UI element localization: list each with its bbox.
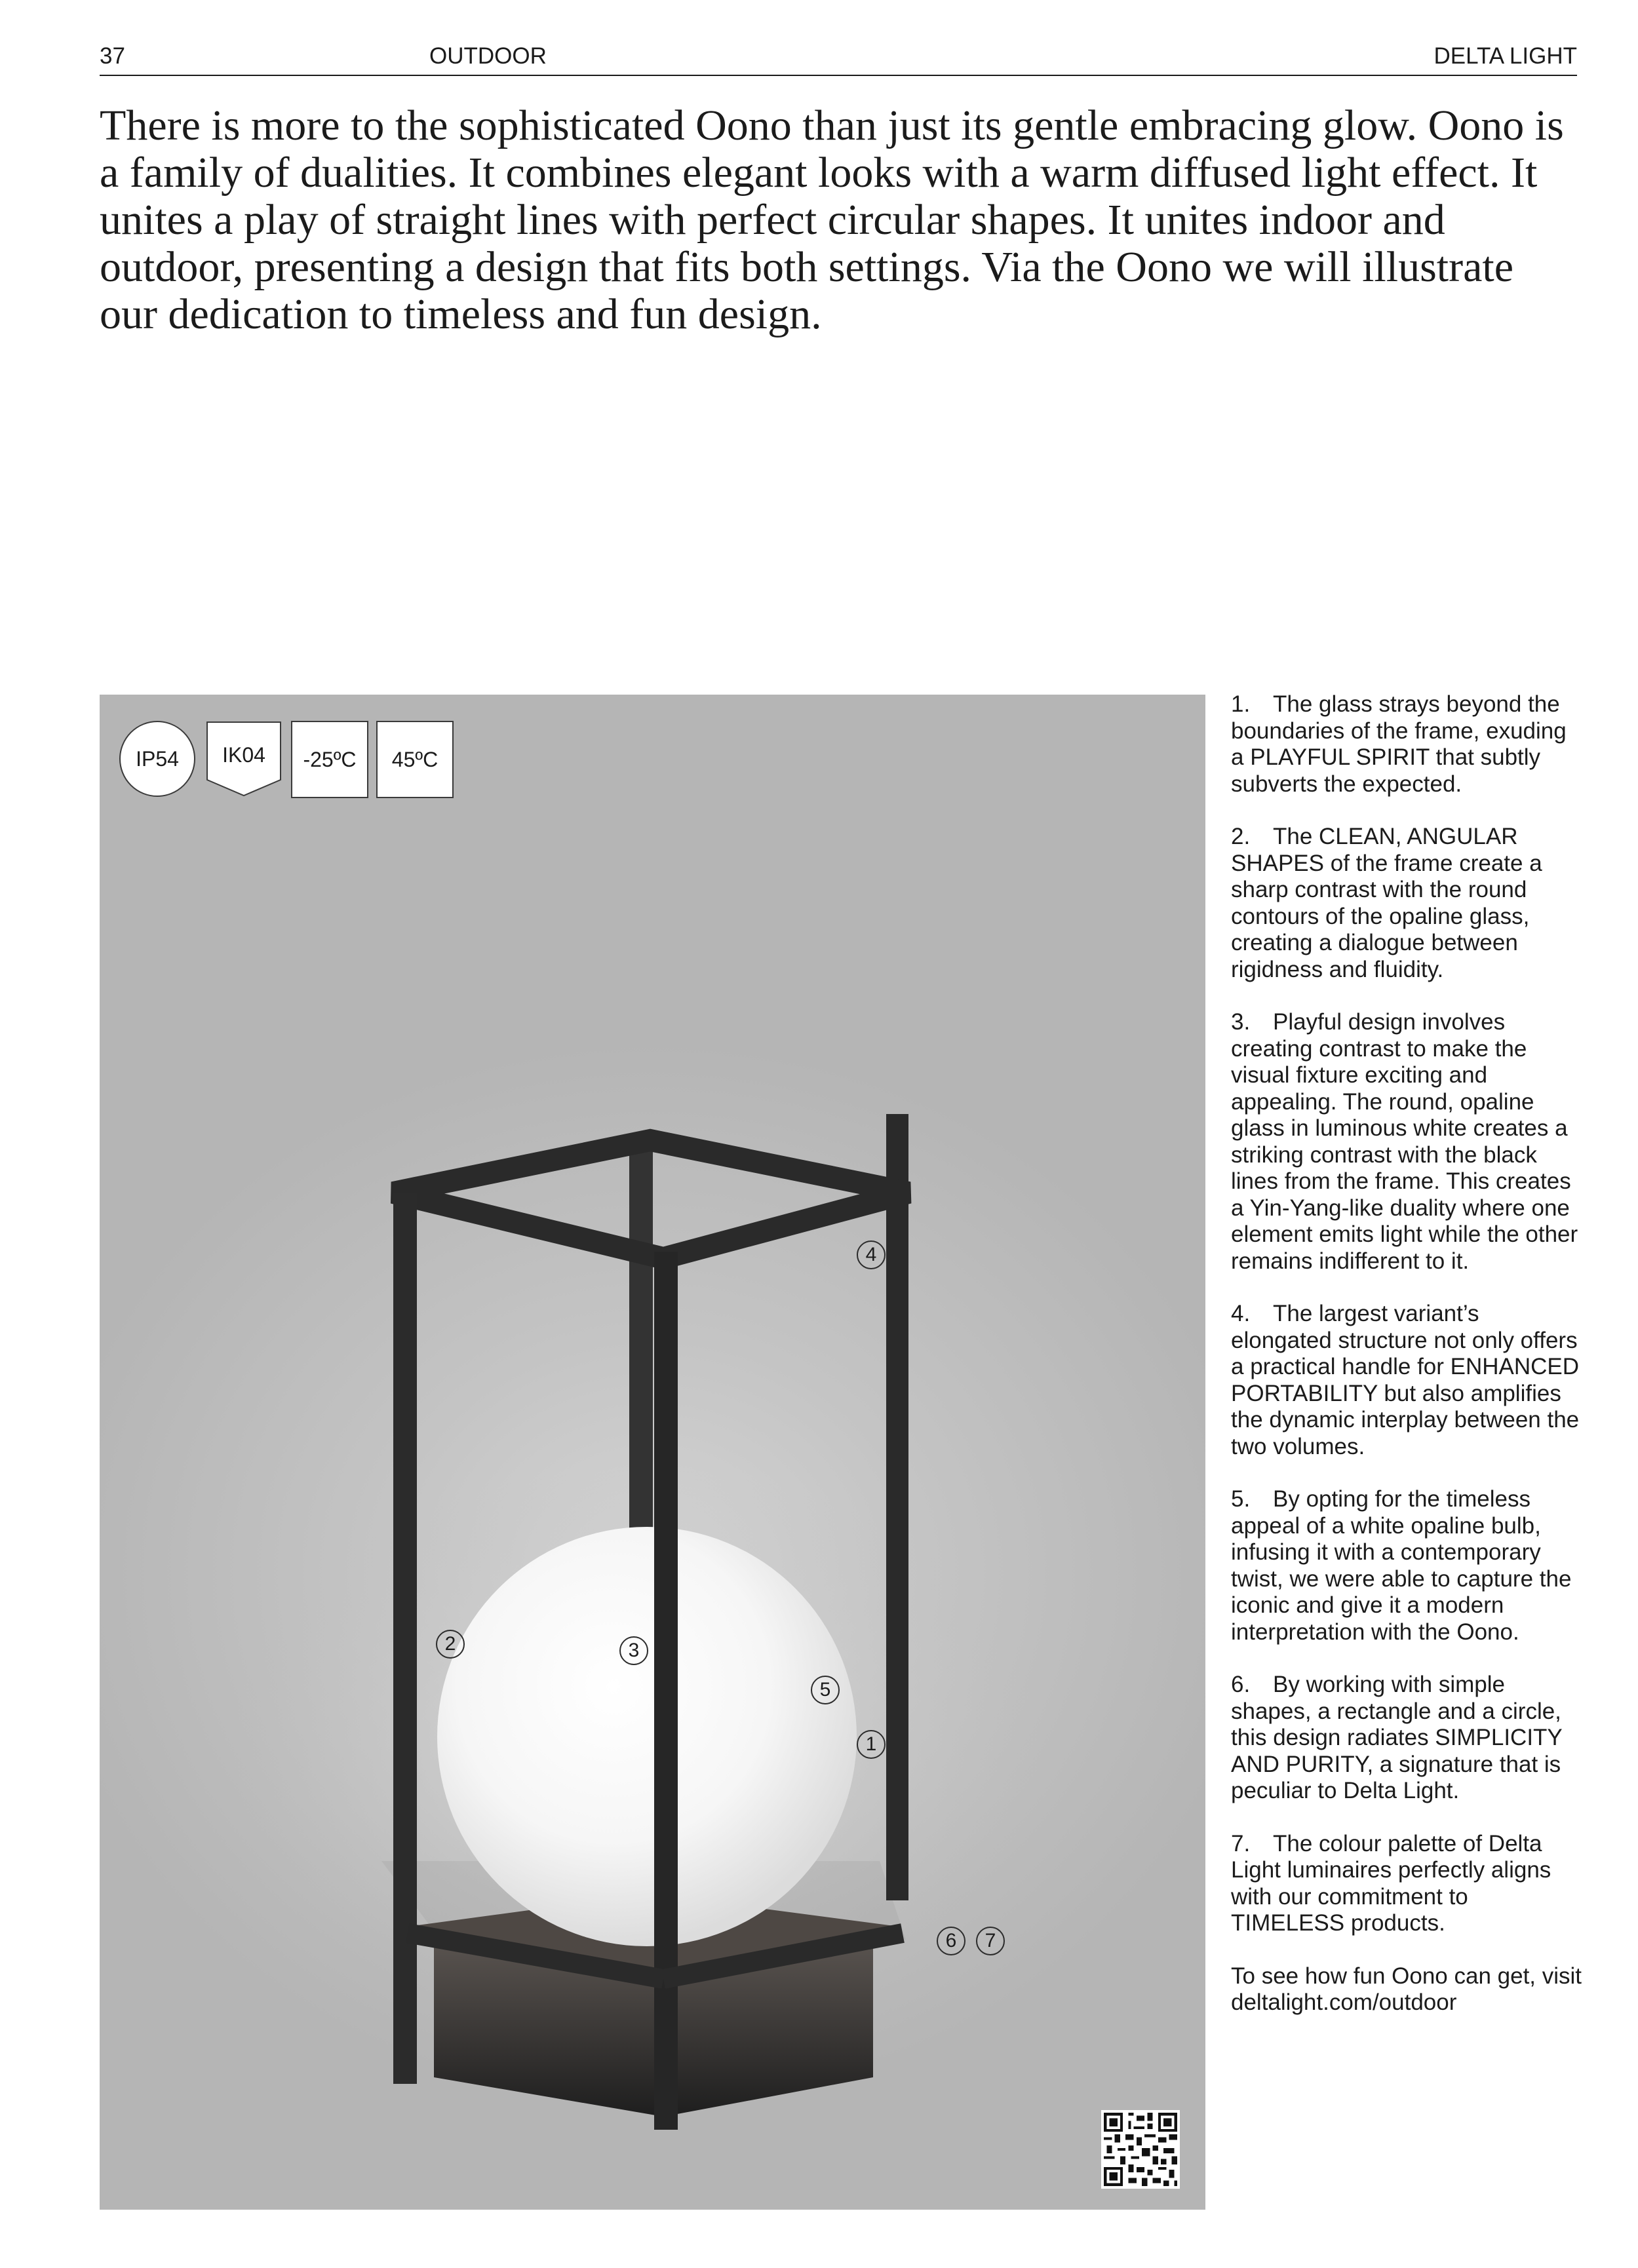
- max-temperature-label: 45ºC: [391, 747, 439, 771]
- note-text: Playful design involves creating contrast to make the visual fixture exciting and appealing. The round, opaline glass in luminous white creates a striking contrast with the black lines from the frame. This creates a Yin-Yang-like duality where one element emits light while the other remains indifferent to it.: [1231, 1009, 1578, 1274]
- note-number: 2.: [1231, 824, 1251, 849]
- opaline-globe: [437, 1527, 857, 1946]
- note-number: 7.: [1231, 1830, 1251, 1856]
- max-temperature-badge: [376, 721, 454, 798]
- marker-6: 6: [937, 1927, 965, 1955]
- ik-rating-badge: [206, 721, 282, 797]
- note-number: 6.: [1231, 1672, 1251, 1697]
- product-photo: [100, 695, 1205, 2210]
- marker-4: 4: [857, 1240, 886, 1269]
- note-number: 4.: [1231, 1301, 1251, 1326]
- note-item: [1231, 1831, 1585, 1937]
- frame-right-post: [886, 1114, 908, 1900]
- frame-left-post: [393, 1193, 417, 2084]
- note-text: The glass strays beyond the boundaries of the frame, exuding a PLAYFUL SPIRIT that subtly subverts the expected.: [1231, 691, 1567, 797]
- min-temperature-badge: [291, 721, 368, 798]
- note-number: 1.: [1231, 691, 1251, 717]
- note-item: [1231, 1486, 1585, 1645]
- note-text: By working with simple shapes, a rectangle and a circle, this design radiates SIMPLICITY AND PURITY, a signature that is peculiar to Delta Light.: [1231, 1672, 1563, 1803]
- brand-name: DELTA LIGHT: [1433, 43, 1577, 69]
- note-number: 3.: [1231, 1009, 1251, 1035]
- note-item: [1231, 1009, 1585, 1275]
- closing-link-text[interactable]: To see how fun Oono can get, visit deltalight.com/outdoor: [1231, 1963, 1582, 2015]
- marker-5: 5: [811, 1676, 840, 1704]
- frame-front-post: [654, 1252, 678, 2130]
- note-item: [1231, 1672, 1585, 1805]
- note-text: The colour palette of Delta Light luminaires perfectly aligns with our commitment to TIMELESS products.: [1231, 1830, 1551, 1936]
- page-number: 37: [100, 43, 125, 69]
- marker-1: 1: [857, 1730, 886, 1759]
- qr-code[interactable]: [1101, 2110, 1180, 2189]
- oono-lamp-illustration: [100, 695, 1205, 2210]
- section-title: OUTDOOR: [429, 43, 547, 69]
- note-item: [1231, 824, 1585, 983]
- ip-rating-label: IP54: [136, 746, 179, 771]
- marker-7: 7: [976, 1927, 1005, 1955]
- min-temperature-label: -25ºC: [303, 747, 357, 771]
- note-text: The CLEAN, ANGULAR SHAPES of the frame create a sharp contrast with the round contours of the opaline glass, creating a dialogue between rigidness and fluidity.: [1231, 824, 1542, 982]
- intro-paragraph: There is more to the sophisticated Oono than just its gentle embracing glow. Oono is a family of dualities. It combines elegant looks with a warm diffused light effect. It unites a play of straight lines with perfect circular shapes. It unites indoor and outdoor, presenting a design that fits both settings. Via the Oono we will illustrate our dedication to timeless and fun design.: [100, 102, 1564, 338]
- note-text: By opting for the timeless appeal of a white opaline bulb, infusing it with a contemporary twist, we were able to capture the iconic and give it a modern interpretation with the Oono.: [1231, 1486, 1572, 1645]
- ip-rating-badge: [119, 721, 195, 797]
- ik-rating-label: IK04: [222, 742, 265, 767]
- note-number: 5.: [1231, 1486, 1251, 1512]
- feature-notes: [1231, 691, 1585, 2016]
- marker-3: 3: [619, 1636, 648, 1665]
- note-item: [1231, 1301, 1585, 1460]
- note-text: The largest variant’s elongated structure not only offers a practical handle for ENHANCED PORTABILITY but also amplifies the dynamic interplay between the two volumes.: [1231, 1301, 1580, 1459]
- page-header: [100, 38, 1577, 76]
- note-item: [1231, 691, 1585, 798]
- marker-2: 2: [436, 1630, 465, 1659]
